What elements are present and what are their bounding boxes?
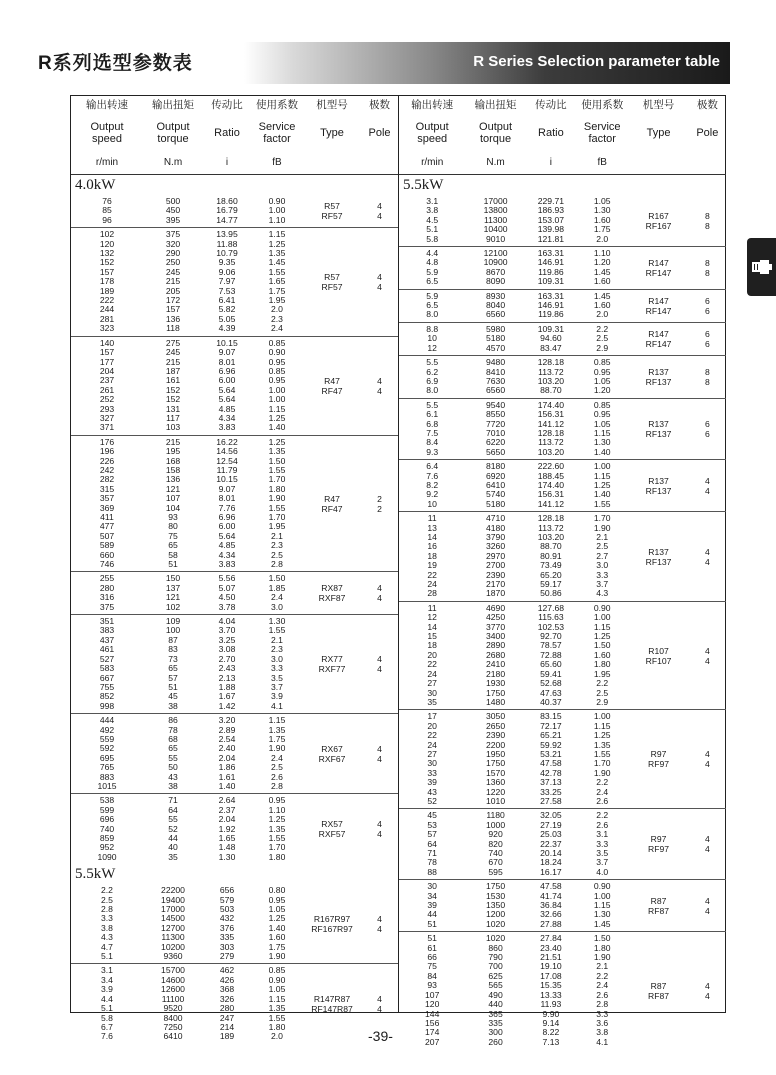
- header-en-torque: Output torque: [479, 121, 513, 145]
- torque-cell: 1180 1000 920 820 740 670 595: [486, 810, 506, 877]
- table-row: [399, 809, 726, 880]
- speed-cell: 45 53 57 64 71 78 88: [427, 810, 437, 877]
- type-cell: R47 RF47: [321, 375, 343, 396]
- ratio-cell: 229.71 186.93 153.07 139.98 121.81: [537, 196, 565, 244]
- type-cell: R147 RF147: [645, 295, 672, 316]
- section-tab: [747, 238, 776, 296]
- header-cn-ratio: 传动比: [535, 99, 567, 111]
- sf-cell: 0.85 0.90 0.95 0.85 0.95 1.00 1.00 1.15 1.25 1.40: [268, 337, 286, 433]
- torque-cell: 1750 1530 1350 1200 1020: [486, 881, 506, 929]
- ratio-cell: 462 426 368 326 280 247 214 189: [219, 965, 235, 1042]
- pole-cell: 4 4: [704, 895, 710, 916]
- type-cell: R147 RF147: [645, 328, 672, 349]
- torque-cell: 15700 14600 12600 11100 9520 8400 7250 6410: [161, 965, 185, 1042]
- table-row: [399, 880, 726, 932]
- type-cell: RX87 RXF87: [318, 583, 346, 604]
- type-cell: R137 RF137: [645, 475, 672, 496]
- type-cell: RX77 RXF77: [318, 654, 346, 675]
- pole-cell: 4 4: [377, 583, 382, 604]
- unit-pole: [361, 152, 398, 175]
- torque-cell: 12100 10900 8670 8090: [483, 248, 508, 287]
- pole-cell: 8 8: [704, 366, 710, 387]
- header-cn-speed: 输出转速: [86, 99, 128, 111]
- sf-cell: 0.95 1.10 1.25 1.35 1.55 1.70 1.80: [268, 795, 286, 862]
- ratio-cell: 10.15 9.07 8.01 6.96 6.00 5.64 5.64 4.85 4.34 3.83: [216, 337, 238, 433]
- pole-cell: 4 4: [377, 743, 382, 764]
- unit-sf: fB: [251, 152, 303, 175]
- pole-cell: 4 4: [377, 819, 382, 840]
- sf-cell: 1.00 1.15 1.25 1.35 1.55 1.70 1.90 2.2 2.4 2.6: [593, 711, 611, 806]
- speed-cell: 102 120 132 152 157 178 189 222 244 281 323: [99, 229, 115, 334]
- type-cell: R57 RF57: [321, 271, 343, 292]
- sf-cell: 1.15 1.35 1.75 1.90 2.4 2.5 2.6 2.8: [268, 715, 286, 791]
- ratio-cell: 13.95 11.88 10.79 9.35 9.06 7.97 7.53 6.41 5.82 5.05 4.39: [216, 229, 238, 334]
- type-cell: RX67 RXF67: [318, 743, 346, 764]
- unit-speed: r/min: [71, 152, 143, 175]
- table-row: [71, 794, 398, 864]
- type-cell: R87 RF87: [648, 895, 670, 916]
- speed-cell: 76 85 96: [102, 196, 112, 225]
- ratio-cell: 27.84 23.40 21.51 19.10 17.08 15.35 13.33 11.93 9.90 9.14 8.22 7.13: [540, 933, 562, 1047]
- page-title-cn: R系列选型参数表: [38, 53, 193, 74]
- speed-cell: 176 196 226 242 282 315 357 369 411 477 507 589 660 746: [99, 436, 115, 570]
- speed-cell: 5.5 6.1 6.8 7.5 8.4 9.3: [426, 399, 439, 457]
- sf-cell: 1.50 1.80 1.90 2.1 2.2 2.4 2.6 2.8 3.3 3.6 3.8 4.1: [593, 933, 611, 1047]
- title-banner: [244, 42, 730, 84]
- sf-cell: 0.85 0.95 1.05 1.20: [593, 357, 611, 396]
- torque-cell: 109 100 87 83 73 65 57 51 45 38: [165, 616, 181, 711]
- ratio-cell: 47.58 41.74 36.84 32.66 27.88: [540, 881, 562, 929]
- torque-cell: 86 78 68 65 55 50 43 38: [168, 715, 178, 791]
- torque-cell: 22200 19400 17000 14500 12700 11300 10200 9360: [161, 885, 185, 962]
- table-row: [399, 247, 726, 290]
- ratio-cell: 127.68 115.63 102.53 92.70 78.57 72.88 65.60 59.41 52.68 47.63 40.37: [537, 602, 565, 707]
- sf-cell: 2.2 2.5 2.9: [596, 323, 609, 353]
- pole-cell: 4 4: [704, 749, 710, 770]
- header-en-sf: Service factor: [583, 121, 621, 145]
- table-row: [71, 615, 398, 714]
- header-cn-torque: 输出扭矩: [474, 99, 517, 111]
- pole-cell: 8 8: [704, 210, 710, 231]
- header-en-type: Type: [320, 127, 344, 139]
- sf-cell: 0.90 1.00 1.10: [268, 196, 286, 225]
- power-label: 5.5kW: [403, 176, 444, 193]
- header-en-pole: Pole: [368, 127, 391, 139]
- table-row: [399, 322, 726, 355]
- pole-cell: 2 2: [377, 493, 382, 514]
- sf-cell: 1.70 1.90 2.1 2.5 2.7 3.0 3.3 3.7 4.3: [593, 513, 611, 599]
- table-row: [399, 932, 726, 1049]
- unit-type: [628, 152, 688, 175]
- ratio-cell: 128.18 113.72 103.20 88.70 80.91 73.49 65.20 59.17 50.86: [537, 513, 565, 599]
- type-cell: R47 RF47: [321, 493, 343, 514]
- unit-ratio: i: [203, 152, 251, 175]
- type-cell: R107 RF107: [645, 645, 672, 666]
- speed-cell: 3.1 3.8 4.5 5.1 5.8: [426, 196, 439, 244]
- unit-type: [303, 152, 361, 175]
- sf-cell: 0.90 1.00 1.15 1.25 1.50 1.60 1.80 1.95 2.2 2.5 2.9: [593, 602, 611, 707]
- pole-cell: 8 8: [704, 257, 710, 278]
- ratio-cell: 656 579 503 432 376 335 303 279: [219, 885, 235, 962]
- sf-cell: 2.2 2.6 3.1 3.3 3.5 3.7 4.0: [596, 810, 609, 877]
- speed-cell: 4.4 4.8 5.9 6.5: [426, 248, 439, 287]
- unit-speed: r/min: [399, 152, 465, 175]
- pole-cell: 4 4: [704, 546, 710, 567]
- torque-cell: 4710 4180 3790 3260 2970 2700 2390 2170 1870: [486, 513, 506, 599]
- ratio-cell: 5.56 5.07 4.50 3.78: [218, 573, 236, 612]
- type-cell: R137 RF137: [645, 418, 672, 439]
- type-cell: R57 RF57: [321, 201, 343, 222]
- ratio-cell: 222.60 188.45 174.40 156.31 141.12: [537, 461, 565, 509]
- speed-cell: 2.2 2.5 2.8 3.3 3.8 4.3 4.7 5.1: [101, 885, 113, 962]
- table-row: [71, 336, 398, 435]
- type-cell: R147 RF147: [645, 257, 672, 278]
- type-cell: R147R87 RF147R87: [311, 994, 353, 1015]
- speed-cell: 51 61 66 75 84 93 107 120 144 156 174 207: [425, 933, 440, 1047]
- pole-cell: 4 4: [704, 645, 710, 666]
- type-cell: R137 RF137: [645, 546, 672, 567]
- pole-cell: 6 6: [704, 418, 710, 439]
- header-en-ratio: Ratio: [214, 127, 240, 139]
- pole-cell: 6 6: [704, 295, 710, 316]
- torque-cell: 375 320 290 250 245 215 205 172 157 136 118: [165, 229, 181, 334]
- table-row: [71, 228, 398, 336]
- torque-cell: 8180 6920 6410 5740 5180: [486, 461, 506, 509]
- table-row: [399, 398, 726, 459]
- ratio-cell: 32.05 27.19 25.03 22.37 20.14 18.24 16.17: [540, 810, 562, 877]
- speed-cell: 538 599 696 740 859 952 1090: [97, 795, 117, 862]
- header-cn-torque: 输出扭矩: [152, 99, 194, 111]
- table-row: [399, 195, 726, 247]
- torque-cell: 1020 860 790 700 625 565 490 440 365 335 300 260: [486, 933, 506, 1047]
- pole-cell: 4 4: [377, 994, 382, 1015]
- ratio-cell: 174.40 156.31 141.12 128.18 113.72 103.20: [537, 399, 565, 457]
- torque-cell: 4690 4250 3770 3400 2890 2680 2410 2180 1930 1750 1480: [486, 602, 506, 707]
- header-cn-pole: 极数: [369, 99, 390, 111]
- pole-cell: 4 4: [704, 980, 710, 1001]
- gearmotor-icon: [751, 258, 773, 276]
- unit-sf: fB: [576, 152, 628, 175]
- header-en-torque: Output torque: [156, 121, 190, 145]
- sf-cell: 1.10 1.20 1.45 1.60: [593, 248, 611, 287]
- speed-cell: 3.1 3.4 3.9 4.4 5.1 5.8 6.7 7.6: [101, 965, 113, 1042]
- type-cell: R87 RF87: [648, 980, 670, 1001]
- pole-cell: 4 4: [377, 913, 382, 934]
- speed-cell: 255 280 316 375: [99, 573, 115, 612]
- pole-cell: 4 4: [377, 201, 382, 222]
- header-en-sf: Service factor: [258, 121, 296, 145]
- table-row: [71, 884, 398, 964]
- pole-cell: 4 4: [377, 271, 382, 292]
- header-cn-type: 机型号: [642, 99, 675, 111]
- header-en-speed: Output speed: [90, 121, 124, 145]
- table-row: [71, 714, 398, 794]
- torque-cell: 8930 8040 6560: [486, 290, 506, 320]
- type-cell: R97 RF97: [648, 749, 670, 770]
- table-row: [71, 435, 398, 572]
- header-cn-speed: 输出转速: [411, 99, 454, 111]
- unit-ratio: i: [526, 152, 576, 175]
- ratio-cell: 3.20 2.89 2.54 2.40 2.04 1.86 1.61 1.40: [218, 715, 236, 791]
- header-en-type: Type: [646, 127, 671, 139]
- torque-cell: 3050 2650 2390 2200 1950 1750 1570 1360 1220 1010: [486, 711, 506, 806]
- torque-cell: 150 137 121 102: [165, 573, 181, 612]
- type-cell: RX57 RXF57: [318, 819, 346, 840]
- type-cell: R97 RF97: [648, 834, 670, 855]
- power-label: 4.0kW: [75, 176, 116, 193]
- page-title-en: R Series Selection parameter table: [473, 53, 720, 70]
- unit-pole: [689, 152, 726, 175]
- header-en-speed: Output speed: [415, 121, 449, 145]
- speed-cell: 30 34 39 44 51: [427, 881, 437, 929]
- selection-table: [70, 95, 726, 1047]
- table-row: [399, 512, 726, 602]
- ratio-cell: 83.15 72.17 65.21 59.92 53.21 47.58 42.78 37.13 33.25 27.58: [540, 711, 562, 806]
- torque-cell: 71 64 55 52 44 40 35: [168, 795, 178, 862]
- table-row: [71, 572, 398, 615]
- header-cn-sf: 使用系数: [581, 99, 624, 111]
- type-cell: R167R97 RF167R97: [311, 913, 353, 934]
- sf-cell: 1.45 1.60 2.0: [593, 290, 611, 320]
- ratio-cell: 4.04 3.70 3.25 3.08 2.70 2.43 2.13 1.88 1.67 1.42: [218, 616, 236, 711]
- table-row: [399, 460, 726, 512]
- table-row: [399, 710, 726, 809]
- type-cell: R167 RF167: [645, 210, 672, 231]
- torque-cell: 9480 8410 7630 6560: [486, 357, 506, 396]
- pole-cell: 6 6: [704, 328, 710, 349]
- sf-cell: 1.15 1.25 1.35 1.45 1.55 1.65 1.75 1.95 2.0 2.3 2.4: [268, 229, 286, 334]
- speed-cell: 5.9 6.5 8.0: [426, 290, 439, 320]
- header-en-pole: Pole: [696, 127, 719, 139]
- sf-cell: 0.90 1.00 1.15 1.30 1.45: [593, 881, 611, 929]
- torque-cell: 5980 5180 4570: [486, 323, 506, 353]
- power-label: 5.5kW: [75, 865, 116, 882]
- header-cn-ratio: 传动比: [211, 99, 243, 111]
- pole-cell: 4 4: [704, 834, 710, 855]
- sf-cell: 0.85 0.90 1.05 1.15 1.35 1.55 1.80 2.0: [268, 965, 286, 1042]
- table-row: [399, 601, 726, 709]
- sf-cell: 1.50 1.85 2.4 3.0: [268, 573, 286, 612]
- torque-cell: 215 195 168 158 136 121 107 104 93 80 75 65 58 51: [165, 436, 181, 570]
- sf-cell: 0.80 0.95 1.05 1.25 1.40 1.60 1.75 1.90: [268, 885, 286, 962]
- torque-cell: 9540 8550 7720 7010 6220 5650: [486, 399, 506, 457]
- table-row: [399, 356, 726, 399]
- table-row: [399, 289, 726, 322]
- ratio-cell: 128.18 113.72 103.20 88.70: [537, 357, 565, 396]
- header-cn-type: 机型号: [316, 99, 348, 111]
- pole-cell: 4 4: [377, 375, 382, 396]
- torque-cell: 17000 13800 11300 10400 9010: [483, 196, 508, 244]
- speed-cell: 140 157 177 204 237 261 252 293 327 371: [99, 337, 115, 433]
- table-row: [71, 964, 398, 1044]
- ratio-cell: 163.31 146.91 119.86 109.31: [537, 248, 565, 287]
- speed-cell: 6.4 7.6 8.2 9.2 10: [426, 461, 439, 509]
- header-en-ratio: Ratio: [538, 127, 564, 139]
- left-column: [71, 96, 398, 1042]
- pole-cell: 4 4: [377, 654, 382, 675]
- speed-cell: 5.5 6.2 6.9 8.0: [426, 357, 439, 396]
- speed-cell: 8.8 10 12: [426, 323, 439, 353]
- right-column: [398, 96, 726, 1047]
- ratio-cell: 18.60 16.79 14.77: [216, 196, 238, 225]
- speed-cell: 444 492 559 592 695 765 883 1015: [97, 715, 117, 791]
- unit-torque: N.m: [465, 152, 525, 175]
- speed-cell: 351 383 437 461 527 583 667 755 852 998: [99, 616, 115, 711]
- ratio-cell: 16.22 14.56 12.54 11.79 10.15 9.07 8.01 7.76 6.96 6.00 5.64 4.85 4.34 3.83: [216, 436, 238, 570]
- ratio-cell: 2.64 2.37 2.04 1.92 1.65 1.48 1.30: [218, 795, 236, 862]
- sf-cell: 1.30 1.55 2.1 2.3 3.0 3.3 3.5 3.7 3.9 4.1: [268, 616, 286, 711]
- unit-torque: N.m: [143, 152, 203, 175]
- sf-cell: 0.85 0.95 1.05 1.15 1.30 1.40: [593, 399, 611, 457]
- ratio-cell: 109.31 94.60 83.47: [537, 323, 565, 353]
- header-cn-sf: 使用系数: [256, 99, 298, 111]
- ratio-cell: 163.31 146.91 119.86: [537, 290, 565, 320]
- page-number: -39-: [368, 1028, 393, 1044]
- pole-cell: 4 4: [704, 475, 710, 496]
- torque-cell: 500 450 395: [165, 196, 181, 225]
- speed-cell: 17 20 22 24 27 30 33 39 43 52: [427, 711, 437, 806]
- sf-cell: 1.25 1.35 1.50 1.55 1.70 1.80 1.90 1.55 1.70 1.95 2.1 2.3 2.5 2.8: [268, 436, 286, 570]
- table-row: [71, 195, 398, 228]
- header-cn-pole: 极数: [696, 99, 718, 111]
- speed-cell: 11 12 14 15 18 20 22 24 27 30 35: [427, 602, 437, 707]
- type-cell: R137 RF137: [645, 366, 672, 387]
- sf-cell: 1.00 1.15 1.25 1.40 1.55: [593, 461, 611, 509]
- speed-cell: 11 13 14 16 18 19 22 24 28: [427, 513, 437, 599]
- torque-cell: 275 245 215 187 161 152 152 131 117 103: [165, 337, 181, 433]
- sf-cell: 1.05 1.30 1.60 1.75 2.0: [593, 196, 611, 244]
